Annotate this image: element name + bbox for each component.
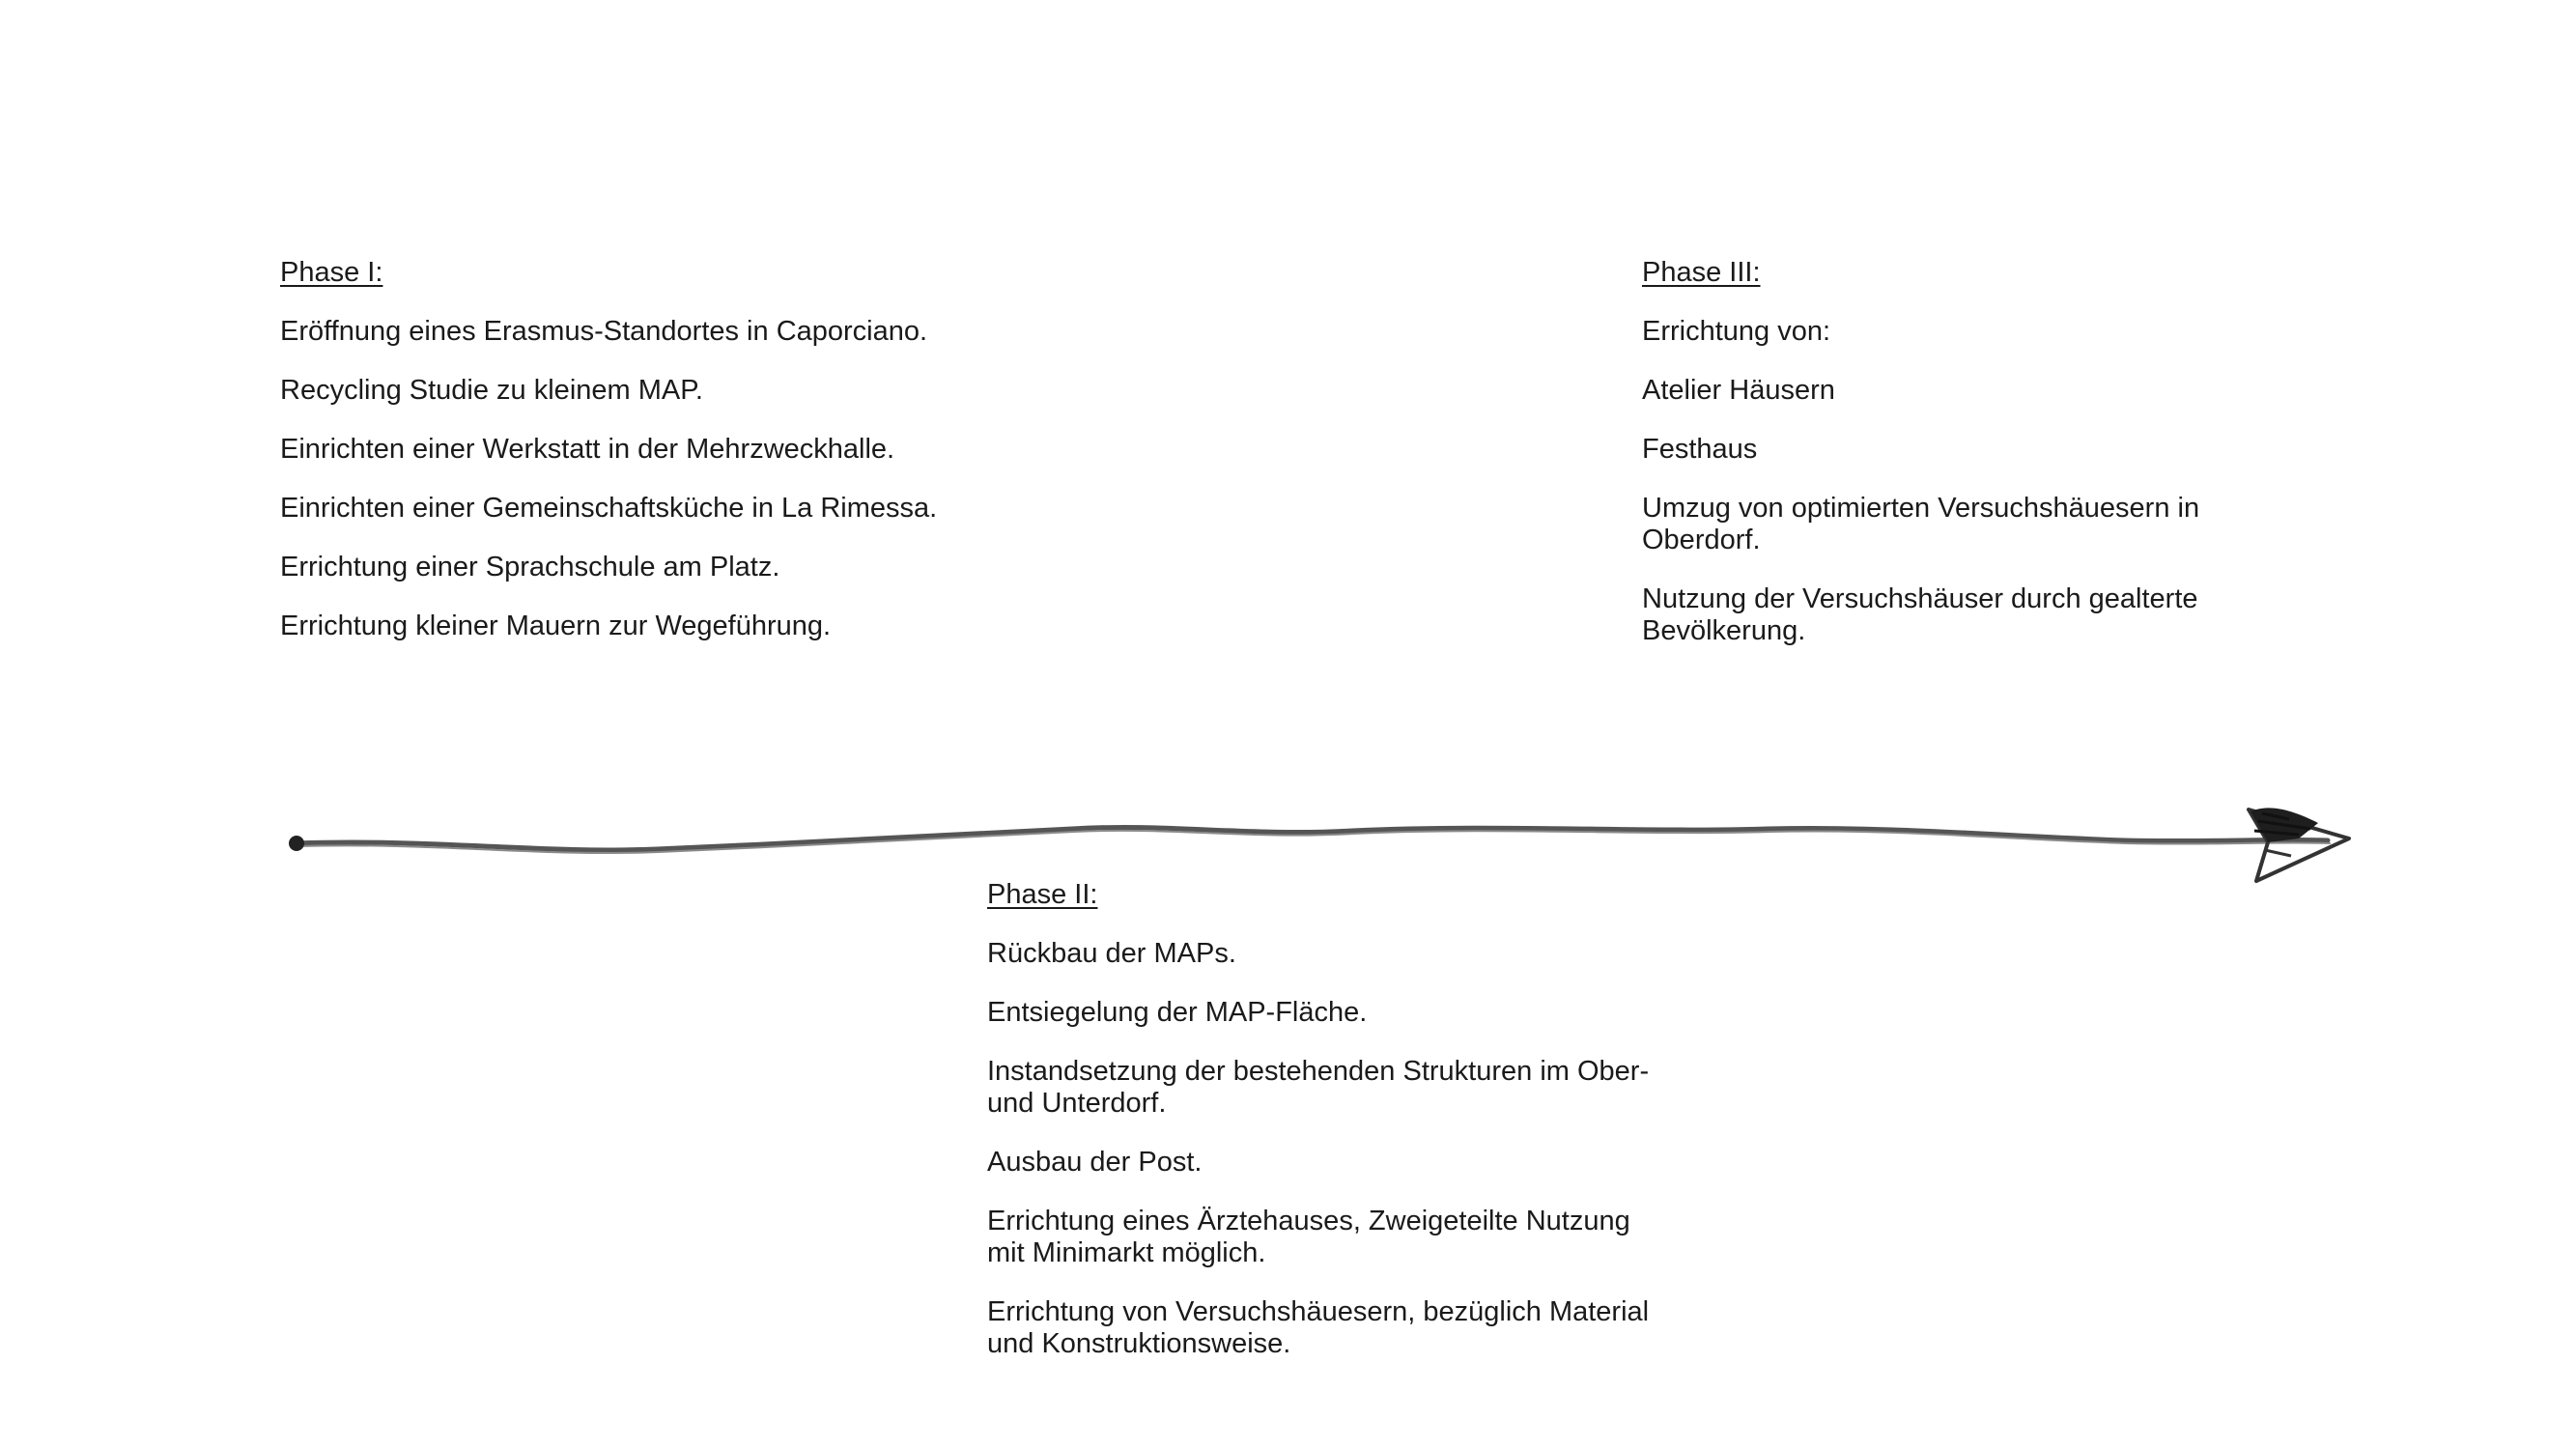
phase-1-item: Errichtung einer Sprachschule am Platz. [280,552,780,582]
phase-3-block [1642,257,2299,674]
phase-3-item: Festhaus [1642,434,1758,465]
phase-2-item: Ausbau der Post. [987,1147,1203,1178]
phase-3-title: Phase III: [1642,257,1761,288]
phase-1-block [280,257,976,669]
phase-3-item: Errichtung von: [1642,316,1831,347]
phase-2-item: Errichtung eines Ärztehauses, Zweigeteilte Nutzung mit Minimarkt möglich. [987,1206,1630,1268]
phase-1-item: Einrichten einer Werkstatt in der Mehrzweckhalle. [280,434,895,465]
phase-2-title: Phase II: [987,879,1098,910]
phase-1-item: Errichtung kleiner Mauern zur Wegeführung. [280,611,832,641]
timeline-start-dot [289,836,304,851]
phase-2-item: Errichtung von Versuchshäuesern, bezüglich Material und Konstruktionsweise. [987,1296,1650,1359]
phase-3-item: Umzug von optimierten Versuchshäuesern in Oberdorf. [1642,493,2200,555]
phase-2-item: Rückbau der MAPs. [987,938,1236,969]
phase-2-item: Entsiegelung der MAP-Fläche. [987,997,1368,1028]
phase-3-item: Nutzung der Versuchshäuser durch gealterte Bevölkerung. [1642,583,2198,646]
phase-1-title: Phase I: [280,257,383,288]
phase-2-block [987,879,1654,1387]
phase-1-item: Einrichten einer Gemeinschaftsküche in La Rimessa. [280,493,938,524]
arrowhead-icon [2249,808,2349,881]
phase-1-item: Recycling Studie zu kleinem MAP. [280,375,703,406]
phase-1-item: Eröffnung eines Erasmus-Standortes in Caporciano. [280,316,928,347]
phase-3-item: Atelier Häusern [1642,375,1835,406]
phase-2-item: Instandsetzung der bestehenden Strukturen im Ober- und Unterdorf. [987,1056,1650,1119]
